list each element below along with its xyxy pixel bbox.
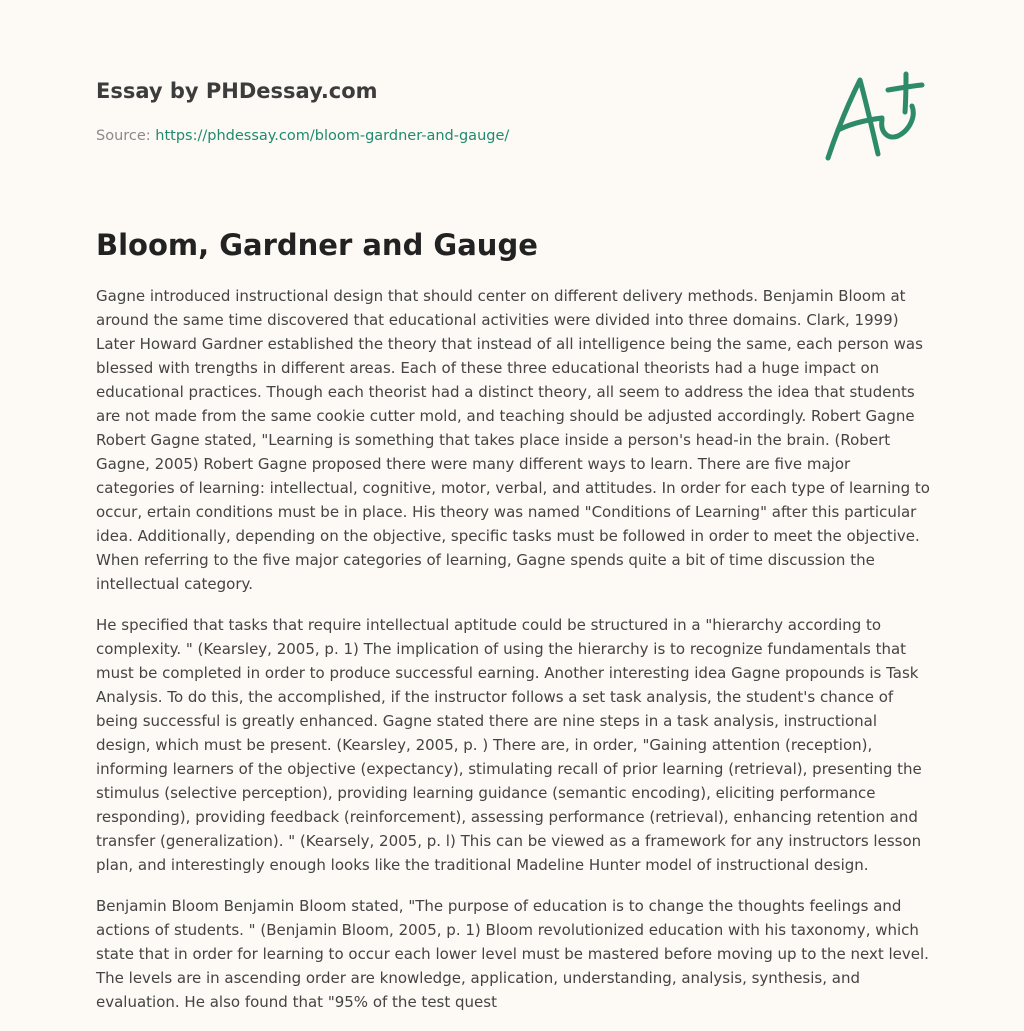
source-line — [96, 126, 796, 146]
essay-header — [96, 78, 796, 146]
source-link[interactable]: https://phdessay.com/bloom-gardner-and-gauge/ — [155, 128, 510, 144]
essay-paragraph: He specified that tasks that require intellectual aptitude could be structured in a "hierarchy according to complexity. " (Kearsley, 2005, p. 1) The implication of using the hierarchy is to recognize fundamentals that must be completed in order to produce successful earning. Another interesting idea Gagne propounds is Task Analysis. To do this, the accomplished, if the instructor follows a set task analysis, the student's chance of being successful is greatly enhanced. Gagne stated there are nine steps in a task analysis, instructional design, which must be present. (Kearsley, 2005, p. ) There are, in order, "Gaining attention (reception), informing learners of the objective (expectancy), stimulating recall of prior learning (retrieval), presenting the stimulus (selective perception), providing learning guidance (semantic encoding), eliciting performance responding), providing feedback (reinforcement), assessing performance (retrieval), enhancing retention and transfer (generalization). " (Kearsely, 2005, p. l) This can be viewed as a framework for any instructors lesson plan, and interestingly enough looks like the traditional Madeline Hunter model of instructional design. — [96, 616, 922, 874]
site-brand: Essay by PHDessay.com — [96, 79, 378, 103]
essay-paragraph: Benjamin Bloom Benjamin Bloom stated, "The purpose of education is to change the thoughts feelings and actions of students. " (Benjamin Bloom, 2005, p. 1) Bloom revolutionized education with his taxonomy, which state that in order for learning to occur each lower level must be mastered before moving up to the next level. The levels are in ascending order are knowledge, application, understanding, analysis, synthesis, and evaluation. He also found that "95% of the test quest — [96, 897, 929, 1011]
essay-title: Bloom, Gardner and Gauge — [96, 228, 538, 262]
a-plus-grade-icon — [822, 68, 930, 164]
essay-body — [96, 284, 932, 1031]
source-label: Source: — [96, 128, 151, 144]
essay-paragraph: Gagne introduced instructional design that should center on different delivery methods. Benjamin Bloom at around the same time discovered that educational activities were divided into three domains. Clark, 1999) Later Howard Gardner established the theory that instead of all intelligence being the same, each person was blessed with trengths in different areas. Each of these three educational theorists had a huge impact on educational practices. Though each theorist had a distinct theory, all seem to address the idea that students are not made from the same cookie cutter mold, and teaching should be adjusted accordingly. Robert Gagne Robert Gagne stated, "Learning is something that takes place inside a person's head-in the brain. (Robert Gagne, 2005) Robert Gagne proposed there were many different ways to learn. There are five major categories of learning: intellectual, cognitive, motor, verbal, and attitudes. In order for each type of learning to occur, ertain conditions must be in place. His theory was named "Conditions of Learning" after this particular idea. Additionally, depending on the objective, specific tasks must be followed in order to meet the objective. When referring to the five major categories of learning, Gagne spends quite a bit of time discussion the intellectual category. — [96, 287, 930, 593]
